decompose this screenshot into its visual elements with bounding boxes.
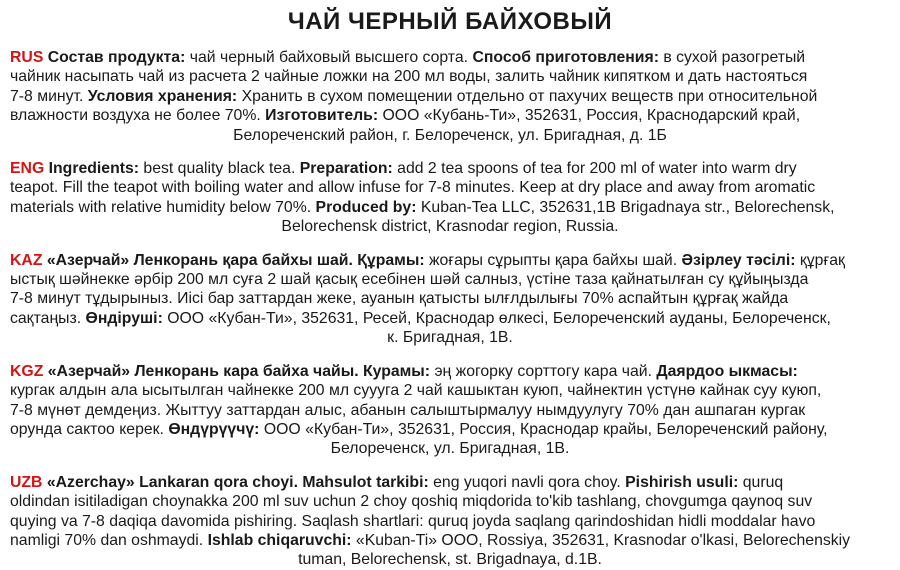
bold-heading: Әзірлеу тәсілі: xyxy=(681,251,796,269)
text-line xyxy=(10,492,890,511)
text-run: add 2 tea spoons of tea for 200 ml of water into warm dry xyxy=(392,160,797,178)
section-uzb xyxy=(10,473,890,570)
text-line xyxy=(10,178,890,197)
text-run: materials with relative humidity below 70%. xyxy=(10,198,316,216)
section-kaz xyxy=(10,251,890,348)
text-line xyxy=(10,48,890,67)
bold-heading: «Азерчай» Ленкорань қара байхы шай. Құрамы: xyxy=(46,251,425,269)
bold-heading: Pishirish usuli: xyxy=(625,473,739,491)
text-run: tuman, Belorechensk, st. Brigadnaya, d.1B. xyxy=(298,551,602,569)
text-run: құрғақ xyxy=(795,251,845,269)
text-run: ООО «Кубань-Ти», 352631, Россия, Краснодарский край, xyxy=(378,107,801,125)
text-run: чай черный байховый высшего сорта. xyxy=(185,49,473,66)
bold-heading: Условия хранения: xyxy=(87,87,238,105)
text-run: teapot. Fill the teapot with boiling water and allow infuse for 7-8 minutes. Keep at dry place and away from aromatic xyxy=(10,179,816,197)
text-line xyxy=(10,309,890,328)
bold-heading: Өндіруші: xyxy=(85,309,163,327)
text-run: 7-8 мүнөт демдеңиз. Жыттуу заттардан алыс, абанын салыштырмалуу нымдуулугу 70% дан ашпаган кургак xyxy=(10,401,806,419)
bold-heading: Способ приготовления: xyxy=(472,49,659,66)
bold-heading: «Azerchay» Lankaran qora choyi. Mahsulot tarkibi: xyxy=(46,473,429,491)
text-run: 7-8 минут тұдырыныз. Иісі бар заттардан жеке, ауанын қатысты ылғлдылығы 70% аспайтын құрғақ жайда xyxy=(10,290,789,308)
text-line xyxy=(10,420,890,439)
product-title: ЧАЙ ЧЕРНЫЙ БАЙХОВЫЙ xyxy=(287,8,613,35)
text-line xyxy=(10,439,890,458)
text-line xyxy=(10,217,890,236)
text-line xyxy=(10,67,890,86)
text-line xyxy=(10,381,890,400)
text-run: жоғары сұрыпты қара байхы шай. xyxy=(424,251,682,269)
text-run: namligi 70% dan oshmaydi. xyxy=(10,531,208,549)
text-line xyxy=(10,198,890,217)
sections-container xyxy=(10,48,890,570)
text-line xyxy=(10,328,890,347)
text-run: орунда сактоо керек. xyxy=(10,420,169,438)
text-line xyxy=(10,550,890,569)
text-line xyxy=(10,251,890,270)
text-line xyxy=(10,106,890,125)
text-line xyxy=(10,512,890,531)
text-run: ООО «Кубан-Ти», 352631, Россия, Краснодар крайы, Белореченский району, xyxy=(259,420,828,438)
text-run: чайник насыпать чай из расчета 2 чайные ложки на 200 мл воды, залить чайник кипятком и дать настояться xyxy=(10,68,808,86)
bold-heading: Ingredients: xyxy=(48,160,140,178)
text-run: quying va 7-8 daqiqa davomida pishiring. Saqlash shartlari: quruq joyda saqlang qarindoshidan hidli moddalar havo xyxy=(10,512,816,530)
text-run: best quality black tea. xyxy=(139,160,300,178)
language-code: ENG xyxy=(10,160,45,178)
text-line xyxy=(10,126,890,145)
text-line xyxy=(10,531,890,550)
section-eng xyxy=(10,159,890,237)
text-run: Belorechensk district, Krasnodar region, Russia. xyxy=(281,218,619,236)
text-line xyxy=(10,401,890,420)
text-run: ыстық шәйнекке әрбір 200 мл суға 2 шай қасық есебінен шәй салныз, үстіне таза қайнатылған су құйыңызда xyxy=(10,271,809,289)
text-run: в сухой разогретый xyxy=(658,49,806,66)
text-run: ООО «Кубан-Ти», 352631, Ресей, Краснодар өлкесі, Белореченский ауданы, Белореченск, xyxy=(162,309,831,327)
text-run: Хранить в сухом помещении отдельно от пахучих веществ при относительной xyxy=(237,87,818,105)
bold-heading: Preparation: xyxy=(299,160,393,178)
bold-heading: Ishlab chiqaruvchi: xyxy=(207,531,352,549)
language-code: KAZ xyxy=(10,251,43,269)
text-line xyxy=(10,289,890,308)
section-kgz xyxy=(10,362,890,459)
text-run: влажности воздуха не более 70%. xyxy=(10,107,266,125)
text-run: сақтаңыз. xyxy=(10,309,86,327)
bold-heading: Даярдоо ыкмасы: xyxy=(656,362,798,380)
section-rus xyxy=(10,48,890,145)
language-code: RUS xyxy=(10,49,44,66)
text-line xyxy=(10,87,890,106)
bold-heading: «Азерчай» Ленкорань кара байха чайы. Курамы: xyxy=(47,362,431,380)
text-line xyxy=(10,362,890,381)
text-run: Kuban-Tea LLC, 352631,1B Brigadnaya str., Belorechensk, xyxy=(416,198,835,216)
text-run: эң жогорку сорттогу кара чай. xyxy=(430,362,657,380)
text-line xyxy=(10,270,890,289)
language-code: UZB xyxy=(10,473,43,491)
text-run: 7-8 минут. xyxy=(10,87,88,105)
text-line xyxy=(10,159,890,178)
text-run: Белореченск, ул. Бригадная, 1В. xyxy=(330,440,570,458)
text-run: «Kuban-Ti» OOO, Rossiya, 352631, Krasnodar o'lkasi, Belorechenskiy xyxy=(351,531,851,549)
bold-heading: Өндүрүүчү: xyxy=(168,420,260,438)
text-run: к. Бригадная, 1В. xyxy=(387,329,513,347)
bold-heading: Состав продукта: xyxy=(47,49,186,66)
text-run: oldindan isitiladigan choynakka 200 ml suv uchun 2 choy qoshiq miqdorida to'kib tashlang, chovgumga qaynoq suv xyxy=(10,493,813,511)
text-run: Белореченский район, г. Белореченск, ул. Бригадная, д. 1Б xyxy=(233,126,667,144)
text-run: кургак алдын ала ысытылган чайнекке 200 мл суууга 2 чай кашыктан куюп, чайнектин үстүнө кайнак суу куюп, xyxy=(10,382,822,400)
bold-heading: Produced by: xyxy=(315,198,417,216)
bold-heading: Изготовитель: xyxy=(265,107,379,125)
language-code: KGZ xyxy=(10,362,44,380)
text-run: quruq xyxy=(738,473,784,491)
text-line xyxy=(10,473,890,492)
text-run: eng yuqori navli qora choy. xyxy=(428,473,626,491)
